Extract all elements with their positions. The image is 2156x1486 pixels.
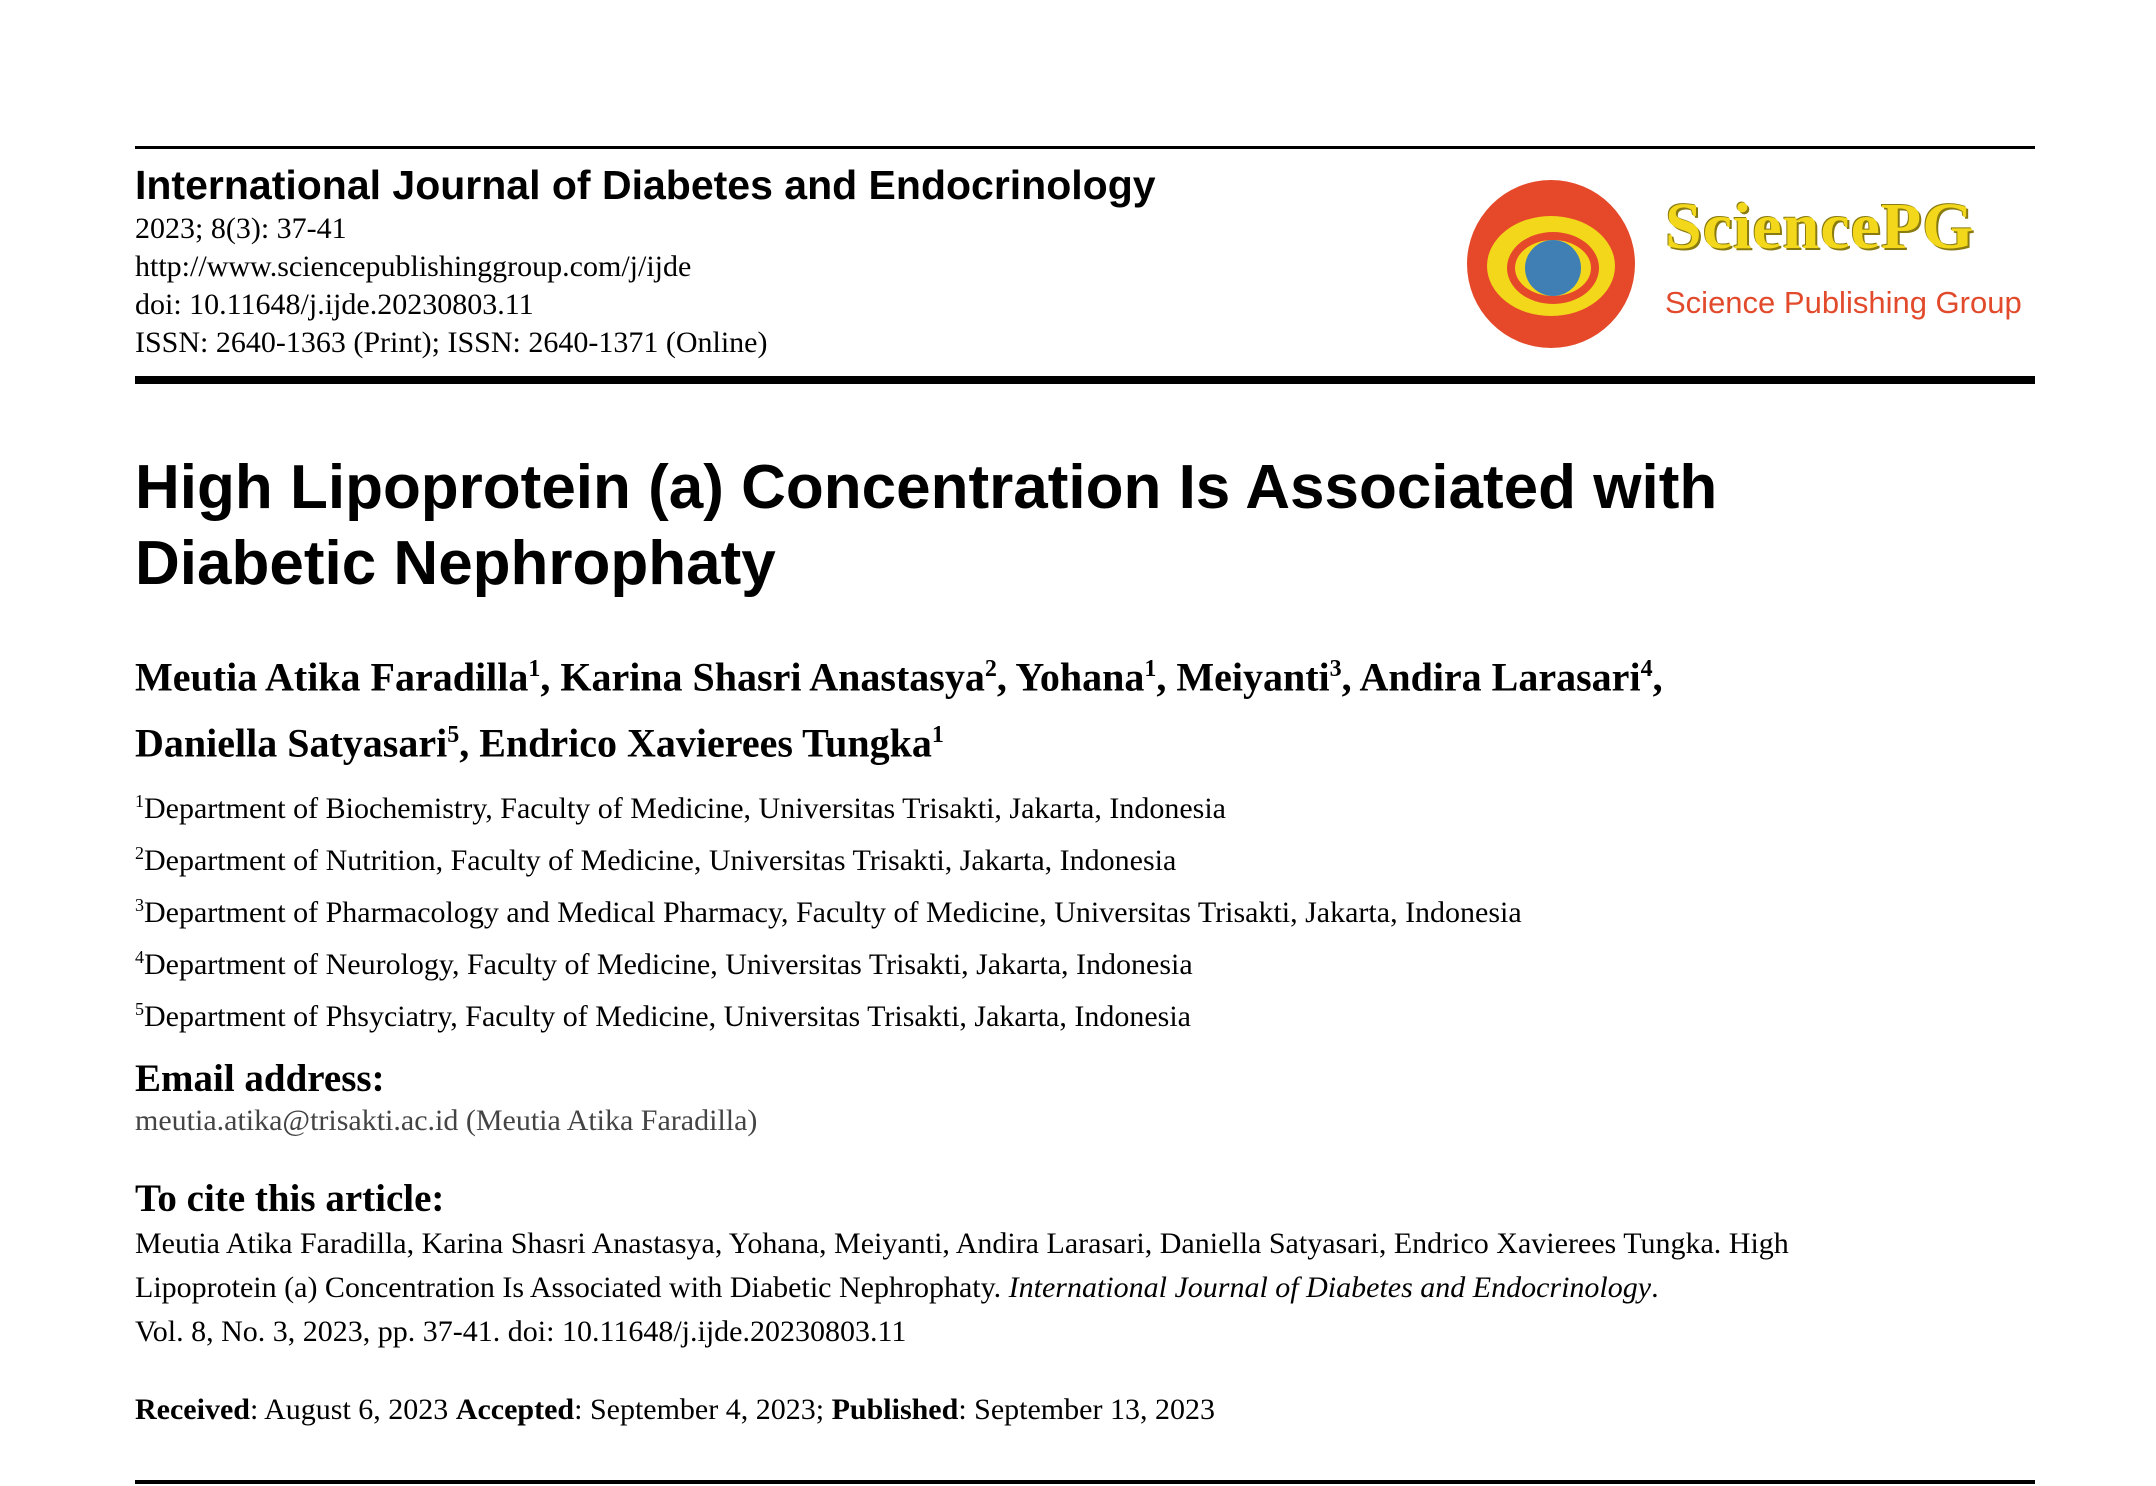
title-line-2: Diabetic Nephrophaty — [135, 529, 776, 598]
author-name: Meutia Atika Faradilla — [135, 654, 529, 700]
author-line-1: Meutia Atika Faradilla$^1$, Karina Shasri Anastasya$^2$, Yohana$^1$, Meiyanti$^3$, Andira Larasari$^4$, — [135, 654, 1663, 700]
email-address-link[interactable]: meutia.atika@trisakti.ac.id (Meutia Atika Faradilla) — [135, 1104, 758, 1137]
accepted-label: Accepted — [455, 1393, 575, 1426]
article-title — [135, 450, 2035, 602]
sciencepg-logo — [1465, 178, 2025, 348]
affiliation-item: $^4$Department of Neurology, Faculty of Medicine, Universitas Trisakti, Jakarta, Indonesia — [135, 947, 1193, 981]
email-heading: Email address: — [135, 1057, 385, 1100]
publication-dates — [135, 1390, 2035, 1430]
journal-header — [135, 160, 1385, 362]
journal-issn: ISSN: 2640-1363 (Print); ISSN: 2640-1371 (Online) — [135, 326, 768, 359]
affiliation-list — [135, 778, 2035, 1038]
author-affiliation-mark: 4 — [1640, 656, 1653, 682]
affiliation-item: $^3$Department of Pharmacology and Medical Pharmacy, Faculty of Medicine, Universitas Trisakti, Jakarta, Indonesia — [135, 895, 1522, 929]
author-affiliation-mark: 1 — [931, 722, 944, 749]
title-line-1: High Lipoprotein (a) Concentration Is Associated with — [135, 453, 1718, 522]
top-rule — [135, 146, 2035, 149]
accepted-date: : September 4, 2023; — [574, 1393, 832, 1426]
published-date: : September 13, 2023 — [958, 1393, 1215, 1426]
citation-line-1: Meutia Atika Faradilla, Karina Shasri Anastasya, Yohana, Meiyanti, Andira Larasari, Daniella Satyasari, Endrico Xavierees Tungka. High — [135, 1227, 1789, 1260]
journal-name: International Journal of Diabetes and Endocrinology — [135, 162, 1156, 208]
logo-tagline: Science Publishing Group — [1665, 285, 2022, 320]
received-date: : August 6, 2023 — [249, 1393, 456, 1426]
affiliation-item: $^1$Department of Biochemistry, Faculty of Medicine, Universitas Trisakti, Jakarta, Indonesia — [135, 791, 1226, 825]
author-affiliation-mark: 1 — [1144, 656, 1157, 682]
author-name: Andira Larasari — [1359, 654, 1641, 700]
logo-brand-text: SciencePG — [1665, 190, 1975, 263]
citation-journal-name: International Journal of Diabetes and Endocrinology — [1008, 1271, 1652, 1304]
author-name: Meiyanti — [1176, 654, 1330, 700]
author-affiliation-mark: 1 — [528, 656, 541, 682]
author-name: Yohana — [1015, 654, 1145, 700]
citation-section — [135, 1176, 2035, 1354]
author-name: Daniella Satyasari — [135, 720, 448, 766]
bottom-rule — [135, 1480, 2035, 1484]
author-affiliation-mark: 2 — [984, 656, 997, 682]
header-rule — [135, 376, 2035, 384]
affiliation-item: $^5$Department of Phsyciatry, Faculty of Medicine, Universitas Trisakti, Jakarta, Indonesia — [135, 999, 1191, 1033]
journal-doi: doi: 10.11648/j.ijde.20230803.11 — [135, 288, 534, 321]
author-name: Karina Shasri Anastasya — [560, 654, 985, 700]
citation-heading: To cite this article: — [135, 1177, 445, 1220]
email-section — [135, 1056, 2035, 1140]
sciencepg-emblem-icon — [1465, 178, 1637, 350]
citation-line-2: Lipoprotein (a) Concentration Is Associated with Diabetic Nephrophaty. International Journal of Diabetes and Endocrinology. — [135, 1271, 1659, 1304]
author-list — [135, 640, 2035, 773]
author-affiliation-mark: 5 — [447, 722, 460, 749]
author-name: Endrico Xavierees Tungka — [479, 720, 932, 766]
citation-line-3: Vol. 8, No. 3, 2023, pp. 37-41. doi: 10.11648/j.ijde.20230803.11 — [135, 1315, 907, 1348]
author-affiliation-mark: 3 — [1329, 656, 1342, 682]
affiliation-item: $^2$Department of Nutrition, Faculty of Medicine, Universitas Trisakti, Jakarta, Indonesia — [135, 843, 1177, 877]
journal-url[interactable]: http://www.sciencepublishinggroup.com/j/ijde — [135, 250, 692, 283]
author-line-2: Daniella Satyasari$^5$, Endrico Xavierees Tungka$^1$ — [135, 720, 944, 766]
received-label: Received — [135, 1393, 250, 1426]
journal-issue: 2023; 8(3): 37-41 — [135, 212, 347, 245]
published-label: Published — [831, 1393, 959, 1426]
